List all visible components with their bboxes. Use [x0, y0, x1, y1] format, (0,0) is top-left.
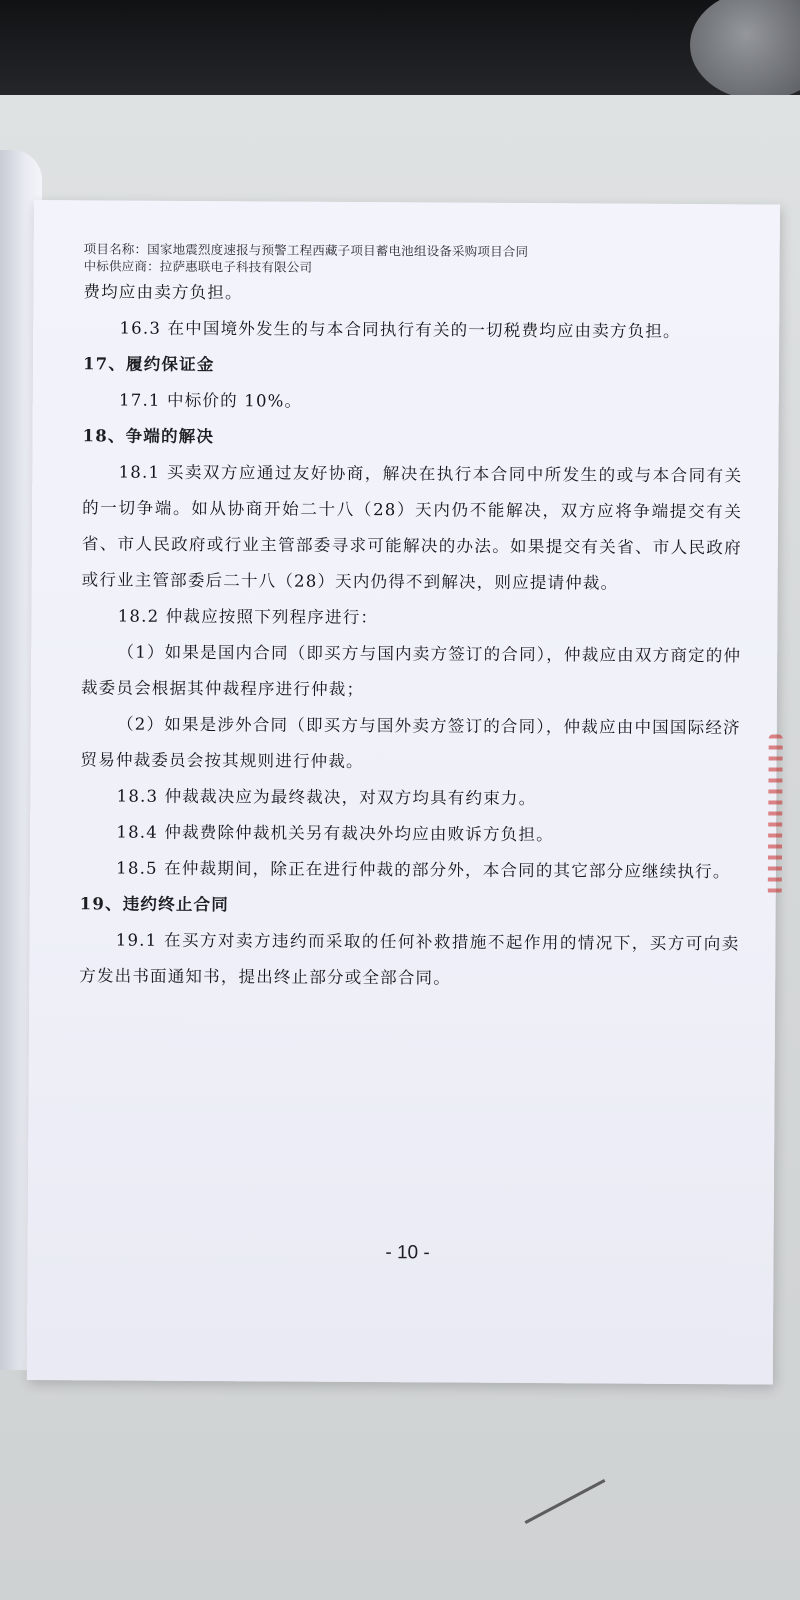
clause-18-4: 18.4 仲裁费除仲裁机关另有裁决外均应由败诉方负担。: [116, 822, 554, 845]
paragraph-continuation: 费均应由卖方负担。: [83, 282, 243, 303]
document-page: [27, 200, 780, 1385]
heading-17: 17、履约保证金: [82, 354, 215, 375]
clause-19-1: 19.1 在买方对卖方违约而采取的任何补救措施不起作用的情况下，买方可向卖方发出书面通知书，提出终止部分或全部合同。: [79, 930, 740, 988]
clause-18-1: 18.1 买卖双方应通过友好协商，解决在执行本合同中所发生的或与本合同有关的一切争端。如从协商开始二十八（28）天内仍不能解决，双方应将争端提交有关省、市人民政府或行业主管部委寻求可能解决的办法。如果提交有关省、市人民政府或行业主管部委后二十八（28）天内仍得不到解决，则应提请仲裁。: [81, 462, 743, 593]
clause-18-2-1: （1）如果是国内合同（即买方与国内卖方签订的合同），仲裁应由双方商定的仲裁委员会根据其仲裁程序进行仲裁；: [80, 642, 742, 700]
clause-18-3: 18.3 仲裁裁决应为最终裁决，对双方均具有约束力。: [116, 786, 537, 809]
page-number: - 10 -: [385, 1242, 430, 1264]
clause-16-3: 16.3 在中国境外发生的与本合同执行有关的一切税费均应由卖方负担。: [119, 318, 681, 341]
clause-18-5: 18.5 在仲裁期间，除正在进行仲裁的部分外，本合同的其它部分应继续执行。: [116, 858, 731, 882]
seal-stamp-edge: [768, 734, 783, 894]
heading-19: 19、违约终止合同: [79, 894, 230, 915]
clause-18-2: 18.2 仲裁应按照下列程序进行：: [117, 606, 379, 628]
header-supplier: 中标供应商：拉萨惠联电子科技有限公司: [83, 258, 313, 275]
page-content: [79, 240, 744, 1264]
heading-18: 18、争端的解决: [82, 426, 215, 447]
header-project-name: 项目名称：国家地震烈度速报与预警工程西藏子项目蓄电池组设备采购项目合同: [83, 241, 529, 260]
clause-18-2-2: （2）如果是涉外合同（即买方与国外卖方签订的合同），仲裁应由中国国际经济贸易仲裁委员会按其规则进行仲裁。: [80, 714, 741, 772]
clause-17-1: 17.1 中标价的 10%。: [119, 390, 303, 411]
